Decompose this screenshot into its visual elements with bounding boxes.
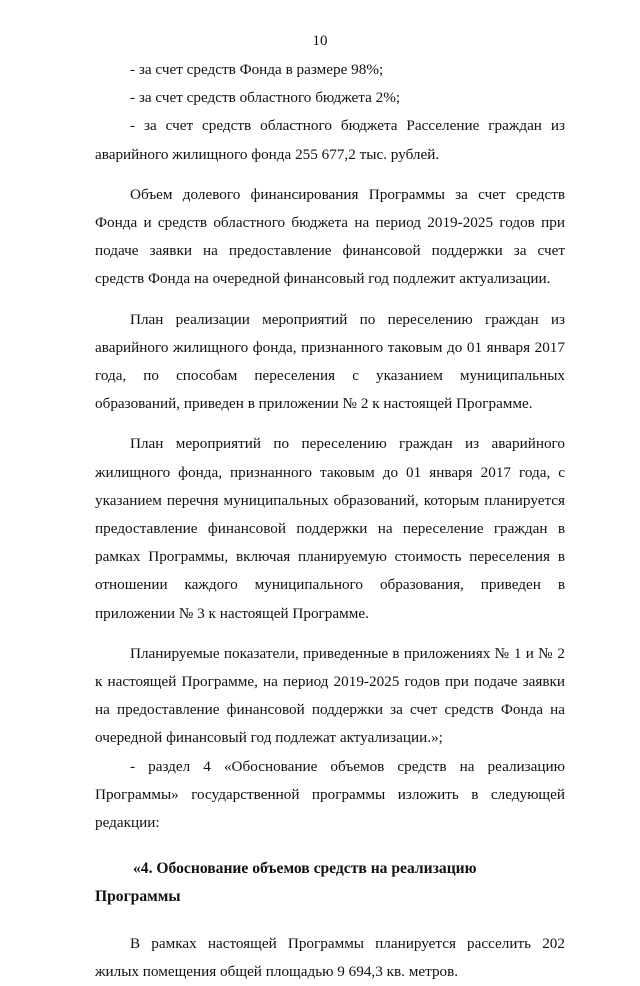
paragraph-regional-budget-amount: - за счет средств областного бюджета Расселение граждан из аварийного жилищного фонда 255 677,2 тыс. рублей. [95,117,565,163]
section-heading: «4. Обоснование объемов средств на реализацию Программы [95,860,477,906]
page-number: 10 [312,33,328,49]
paragraph-housing-units: В рамках настоящей Программы планируется расселить 202 жилых помещения общей площадью 9 694,3 кв. метров. [95,934,565,980]
paragraph-cofinancing-volume: Объем долевого финансирования Программы за счет средств Фонда и средств областного бюджета на период 2019-2025 годов при подаче заявки на предоставление финансовой поддержки за счет средств Фонда на очередной финансовый год подлежит актуализации. [95,185,565,288]
document-body [95,56,565,986]
paragraph-planned-indicators: Планируемые показатели, приведенные в приложениях № 1 и № 2 к настоящей Программе, на период 2019-2025 годов при подаче заявки на предоставление финансовой поддержки за счет средств Фонда на очередной финансовый год подлежат актуализации.»; [95,644,565,747]
paragraph-regional-budget-share: - за счет средств областного бюджета 2%; [130,89,401,107]
paragraph-resettlement-plan: План мероприятий по переселению граждан из аварийного жилищного фонда, признанного таковым до 01 января 2017 года, с указанием перечня муниципальных образований, которым планируется предоставление финансовой поддержки на переселение граждан в рамках Программы, включая планируемую стоимость переселения в отношении каждого муниципального образования, приведен в приложении № 3 к настоящей Программе. [95,435,565,622]
paragraph-implementation-plan: План реализации мероприятий по переселению граждан из аварийного жилищного фонда, признанного таковым до 01 января 2017 года, по способам переселения с указанием муниципальных образований, приведен в приложении № 2 к настоящей Программе. [95,310,565,413]
paragraph-fund-share: - за счет средств Фонда в размере 98%; [130,61,384,78]
paragraph-section-4-amendment: - раздел 4 «Обоснование объемов средств на реализацию Программы» государственной программы изложить в следующей редакции: [95,757,565,832]
